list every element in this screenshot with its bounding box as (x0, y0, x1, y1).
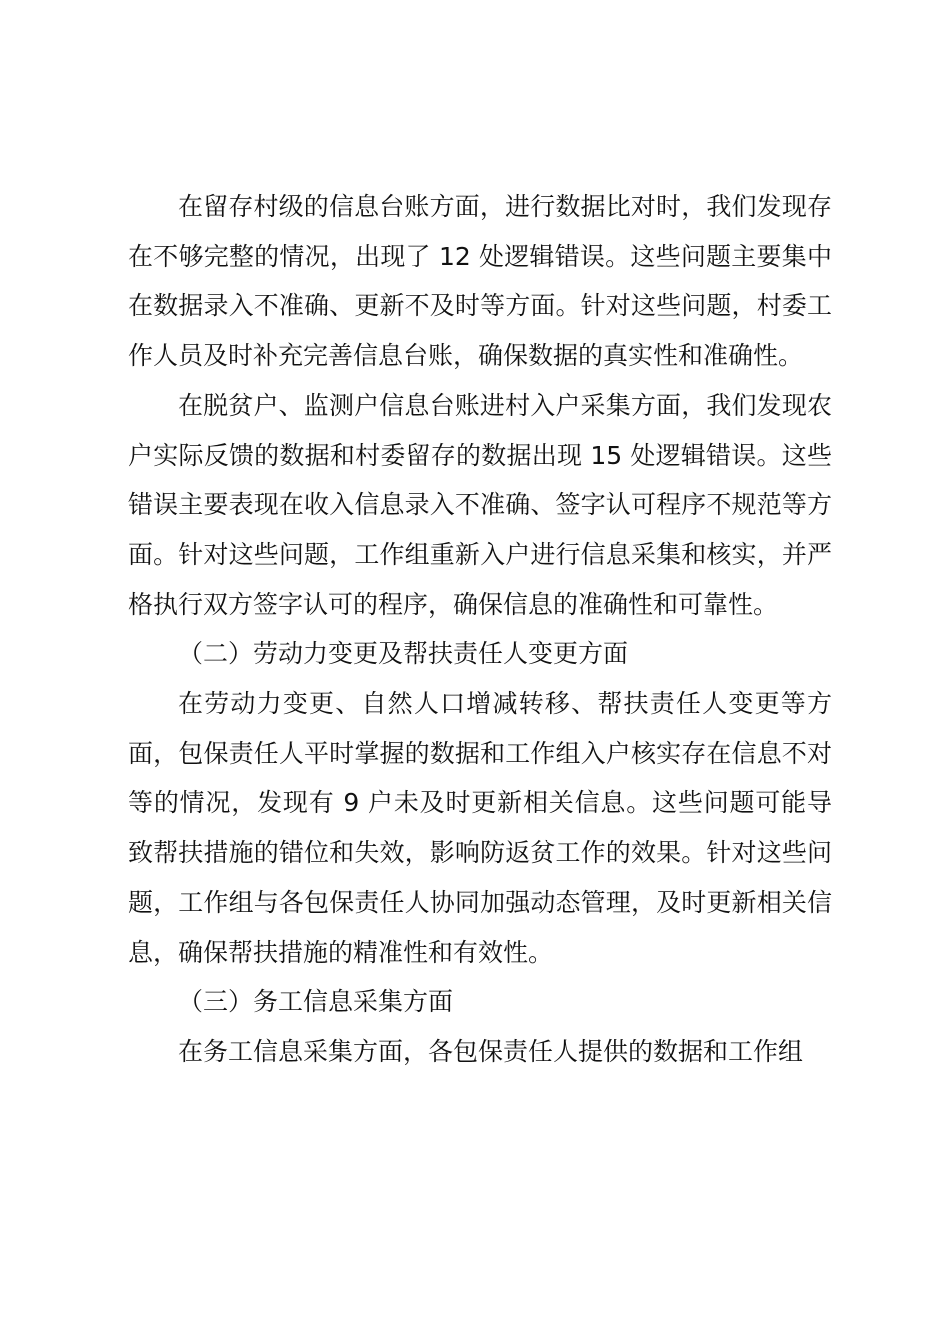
paragraph-household-collection: 在脱贫户、监测户信息台账进村入户采集方面，我们发现农户实际反馈的数据和村委留存的数据出现 15 处逻辑错误。这些错误主要表现在收入信息录入不准确、签字认可程序不规范等方面。针对这些问题，工作组重新入户进行信息采集和核实，并严格执行双方签字认可的程序，确保信息的准确性和可靠性。 (128, 390, 832, 619)
section-heading-employment-info: （三）务工信息采集方面 (178, 987, 454, 1017)
paragraph-employment-info: 在务工信息采集方面，各包保责任人提供的数据和工作组 (178, 1036, 804, 1066)
section-heading-labor-change: （二）劳动力变更及帮扶责任人变更方面 (178, 639, 629, 669)
paragraph-village-ledger: 在留存村级的信息台账方面，进行数据比对时，我们发现存在不够完整的情况，出现了 12 处逻辑错误。这些问题主要集中在数据录入不准确、更新不及时等方面。针对这些问题，村委工作人员及时补充完善信息台账，确保数据的真实性和准确性。 (128, 192, 832, 371)
document-body (128, 182, 832, 1077)
paragraph-labor-change: 在劳动力变更、自然人口增减转移、帮扶责任人变更等方面，包保责任人平时掌握的数据和工作组入户核实存在信息不对等的情况，发现有 9 户未及时更新相关信息。这些问题可能导致帮扶措施的错位和失效，影响防返贫工作的效果。针对这些问题，工作组与各包保责任人协同加强动态管理，及时更新相关信息，确保帮扶措施的精准性和有效性。 (128, 689, 832, 967)
